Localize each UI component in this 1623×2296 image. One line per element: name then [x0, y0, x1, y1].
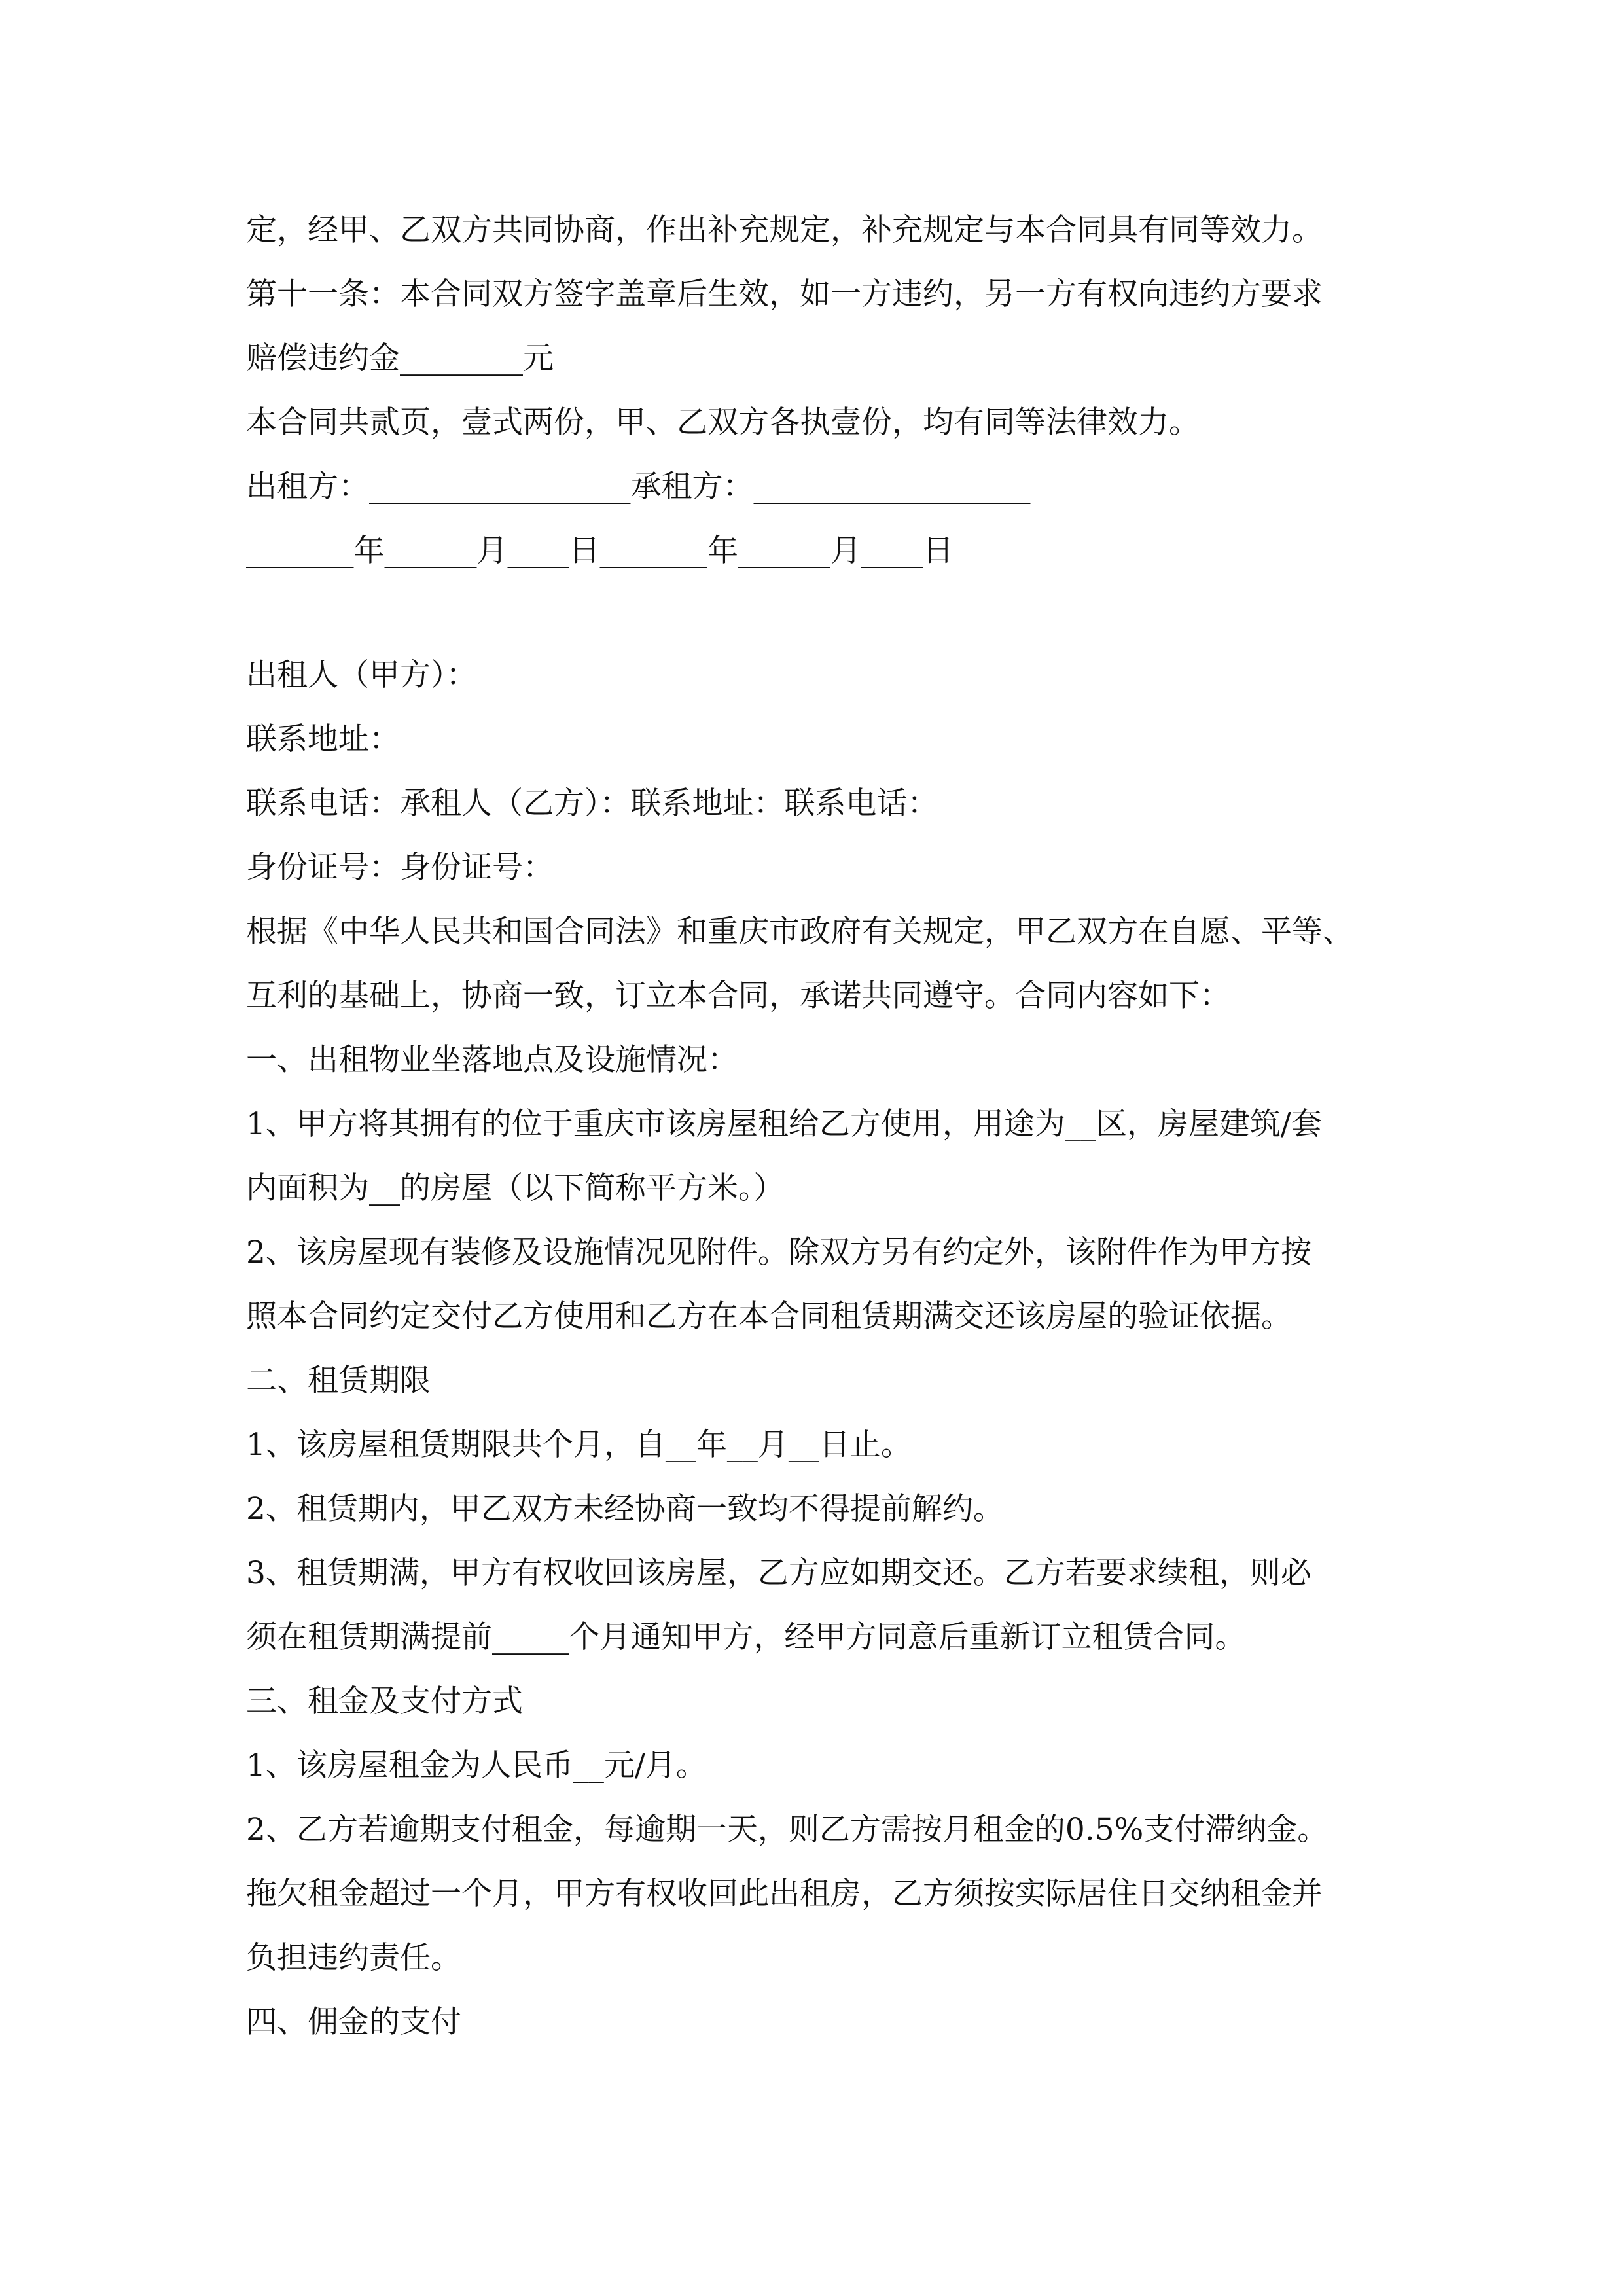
text-line: 出租人（甲方）：: [246, 657, 477, 693]
section-heading: 四、佣金的支付: [246, 2004, 461, 2040]
text-line: 本合同共贰页，壹式两份，甲、乙双方各执壹份，均有同等法律效力。: [246, 404, 1200, 440]
text-line: 2、该房屋现有装修及设施情况见附件。除双方另有约定外，该附件作为甲方按: [246, 1234, 1311, 1270]
text-line: 赔偿违约金________元: [246, 340, 554, 376]
text-line: 3、租赁期满，甲方有权收回该房屋，乙方应如期交还。乙方若要求续租，则必: [246, 1555, 1311, 1591]
text-line: 根据《中华人民共和国合同法》和重庆市政府有关规定，甲乙双方在自愿、平等、: [246, 914, 1353, 950]
document-body: [246, 198, 1424, 2054]
text-line: 互利的基础上，协商一致，订立本合同，承诺共同遵守。合同内容如下：: [246, 978, 1230, 1014]
text-line: 定，经甲、乙双方共同协商，作出补充规定，补充规定与本合同具有同等效力。: [246, 212, 1323, 248]
text-line: 2、乙方若逾期支付租金，每逾期一天，则乙方需按月租金的0.5%支付滞纳金。: [246, 1812, 1329, 1848]
text-line: 2、租赁期内，甲乙双方未经协商一致均不得提前解约。: [246, 1491, 1004, 1527]
text-line: 1、甲方将其拥有的位于重庆市该房屋租给乙方使用，用途为__区，房屋建筑/套: [246, 1106, 1322, 1142]
text-line: 1、该房屋租金为人民币__元/月。: [246, 1748, 707, 1784]
signature-line: 出租方：_________________承租方：__________________: [246, 469, 1031, 505]
date-line: _______年______月____日_______年______月____日: [246, 533, 954, 569]
section-heading: 三、租金及支付方式: [246, 1683, 523, 1719]
text-line: 须在租赁期满提前_____个月通知甲方，经甲方同意后重新订立租赁合同。: [246, 1619, 1246, 1655]
text-line: 联系电话：承租人（乙方）：联系地址：联系电话：: [246, 785, 938, 821]
section-heading: 一、出租物业坐落地点及设施情况：: [246, 1042, 738, 1078]
text-line: 内面积为__的房屋（以下简称平方米。）: [246, 1170, 785, 1206]
paragraph-gap: [246, 583, 1424, 643]
text-line: 照本合同约定交付乙方使用和乙方在本合同租赁期满交还该房屋的验证依据。: [246, 1299, 1292, 1335]
text-line: 负担违约责任。: [246, 1940, 461, 1976]
text-line: 1、该房屋租赁期限共个月，自__年__月__日止。: [246, 1427, 912, 1463]
text-line: 联系地址：: [246, 721, 400, 757]
text-line: 拖欠租金超过一个月，甲方有权收回此出租房，乙方须按实际居住日交纳租金并: [246, 1876, 1323, 1912]
section-heading: 二、租赁期限: [246, 1363, 431, 1399]
text-line: 身份证号：身份证号：: [246, 850, 554, 886]
text-line: 第十一条：本合同双方签字盖章后生效，如一方违约，另一方有权向违约方要求: [246, 276, 1323, 312]
